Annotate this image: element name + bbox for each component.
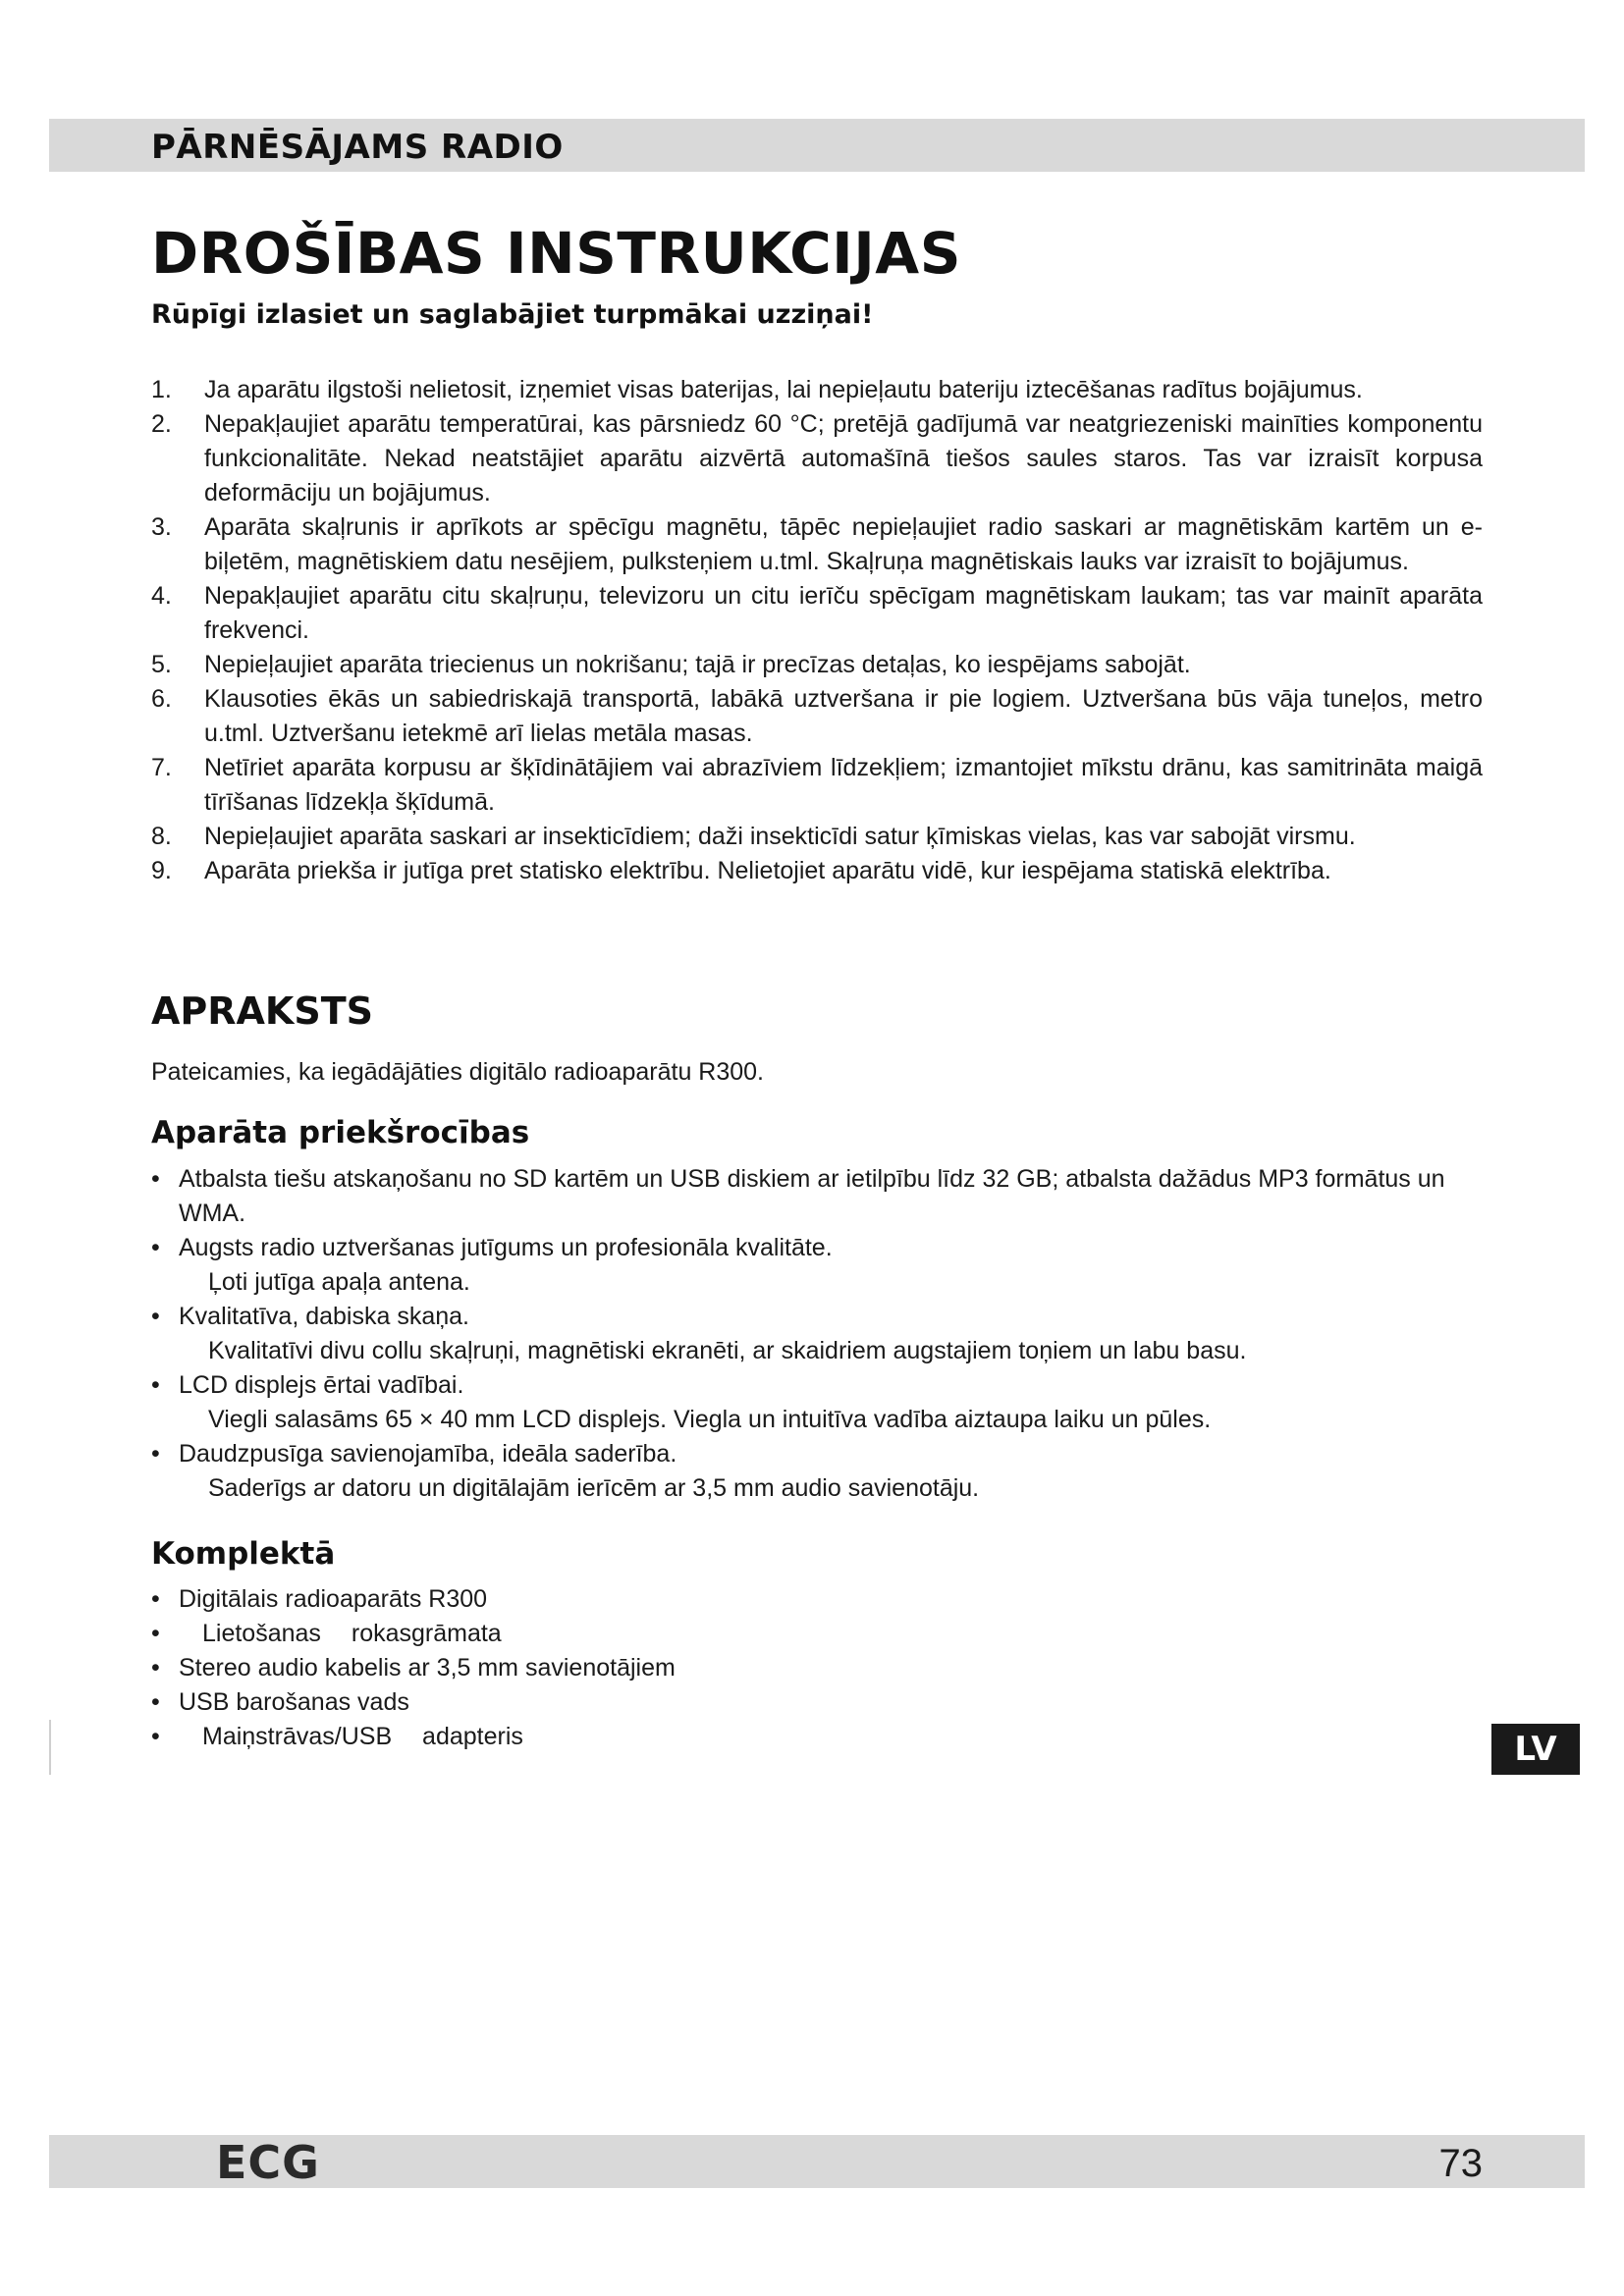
item-number: 6. [151,685,172,713]
item-text: Klausoties ēkās un sabiedriskajā transportā, labākā uztveršana ir pie logiem. Uztveršana būs vāja tuneļos, metro u.tml. Uztveršanu ietekmē arī lielas metāla masas. [204,685,1483,747]
kit-item: Lietošanas rokasgrāmata [202,1620,502,1647]
item-text: Netīriet aparāta korpusu ar šķīdinātājiem vai abrazīviem līdzekļiem; izmantojiet mīkstu drānu, kas samitrināta maigā tīrīšanas līdzekļa šķīdumā. [204,754,1483,816]
list-item [151,854,1483,888]
bullet-icon: • [151,1234,160,1261]
language-tab: LV [1491,1724,1580,1775]
item-number: 2. [151,410,172,438]
list-item [151,1162,1457,1231]
list-item [151,648,1483,682]
list-item [151,1651,1457,1685]
item-text: Nepieļaujiet aparāta saskari ar insekticīdiem; daži insekticīdi satur ķīmiskas vielas, kas var sabojāt virsmu. [204,823,1356,850]
feature-main: LCD displejs ērtai vadībai. [179,1371,464,1399]
list-item [151,682,1483,751]
page-number: 73 [1438,2142,1483,2185]
list-item [151,373,1483,407]
feature-detail: Kvalitatīvi divu collu skaļruņi, magnētiski ekranēti, ar skaidriem augstajiem toņiem un labu basu. [208,1337,1247,1364]
feature-detail: Viegli salasāms 65 × 40 mm LCD displejs. Viegla un intuitīva vadība aiztaupa laiku un pūles. [208,1406,1212,1433]
kit-item: Stereo audio kabelis ar 3,5 mm savienotājiem [179,1654,676,1682]
bullet-icon: • [151,1688,160,1716]
item-text: Aparāta priekša ir jutīga pret statisko elektrību. Nelietojiet aparātu vidē, kur iespējama statiskā elektrība. [204,857,1331,884]
item-number: 8. [151,823,172,850]
item-number: 9. [151,857,172,884]
item-number: 7. [151,754,172,781]
item-text: Ja aparātu ilgstoši nelietosit, izņemiet visas baterijas, lai nepieļautu bateriju iztecēšanas radītus bojājumus. [204,376,1363,403]
item-text: Nepakļaujiet aparātu temperatūrai, kas pārsniedz 60 °C; pretējā gadījumā var neatgriezeniski mainīties komponentu funkcionalitāte. Nekad neatstājiet aparātu aizvērtā automašīnā tiešos saules staros. Tas var izraisīt korpusa deformāciju un bojājumus. [204,410,1483,507]
page-header [49,119,1585,172]
page-footer [49,2135,1585,2188]
features-heading: Aparāta priekšrocības [151,1115,530,1150]
list-item [151,510,1483,579]
list-item [151,1720,1457,1754]
safety-subtitle: Rūpīgi izlasiet un saglabājiet turpmākai uzziņai! [151,299,874,330]
bullet-icon: • [151,1585,160,1613]
kit-item: Digitālais radioaparāts R300 [179,1585,488,1613]
kit-item: Maiņstrāvas/USB adapteris [202,1723,523,1750]
bullet-icon: • [151,1165,160,1193]
item-number: 3. [151,513,172,541]
kit-item: USB barošanas vads [179,1688,409,1716]
list-item [151,751,1483,820]
item-number: 5. [151,651,172,678]
bullet-icon: • [151,1371,160,1399]
list-item [151,407,1483,510]
list-item [151,1437,1457,1506]
list-item [151,1300,1457,1368]
brand-logo: ECG [216,2136,320,2189]
feature-main: Daudzpusīga savienojamība, ideāla saderība. [179,1440,677,1468]
list-item [151,579,1483,648]
feature-main: Augsts radio uztveršanas jutīgums un profesionāla kvalitāte. [179,1234,833,1261]
header-title: PĀRNĒSĀJAMS RADIO [151,128,564,167]
item-text: Nepieļaujiet aparāta triecienus un nokrišanu; tajā ir precīzas detaļas, ko iespējams sabojāt. [204,651,1191,678]
bullet-icon: • [151,1440,160,1468]
features-list [151,1162,1457,1506]
safety-title: DROŠĪBAS INSTRUKCIJAS [151,220,961,287]
safety-instructions-list [151,373,1483,888]
feature-detail: Saderīgs ar datoru un digitālajām ierīcēm ar 3,5 mm audio savienotāju. [208,1474,980,1502]
list-item [151,820,1483,854]
margin-divider [49,1720,51,1775]
list-item [151,1231,1457,1300]
feature-main: Atbalsta tiešu atskaņošanu no SD kartēm un USB diskiem ar ietilpību līdz 32 GB; atbalsta dažādus MP3 formātus un WMA. [179,1165,1445,1227]
list-item [151,1582,1457,1617]
bullet-icon: • [151,1654,160,1682]
description-intro: Pateicamies, ka iegādājāties digitālo radioaparātu R300. [151,1058,764,1086]
feature-main: Kvalitatīva, dabiska skaņa. [179,1303,469,1330]
item-number: 4. [151,582,172,610]
description-heading: APRAKSTS [151,989,374,1033]
list-item [151,1368,1457,1437]
kit-list [151,1582,1457,1754]
list-item [151,1685,1457,1720]
bullet-icon: • [151,1620,160,1647]
kit-heading: Komplektā [151,1536,336,1572]
item-text: Nepakļaujiet aparātu citu skaļruņu, televizoru un citu ierīču spēcīgam magnētiskam laukam; tas var mainīt aparāta frekvenci. [204,582,1483,644]
item-number: 1. [151,376,172,403]
bullet-icon: • [151,1303,160,1330]
bullet-icon: • [151,1723,160,1750]
list-item [151,1617,1457,1651]
item-text: Aparāta skaļrunis ir aprīkots ar spēcīgu magnētu, tāpēc nepieļaujiet radio saskari ar magnētiskām kartēm un e-biļetēm, magnētiskiem datu nesējiem, pulksteņiem u.tml. Skaļruņa magnētiskais lauks var izraisīt to bojājumus. [204,513,1483,575]
feature-detail: Ļoti jutīga apaļa antena. [208,1268,470,1296]
